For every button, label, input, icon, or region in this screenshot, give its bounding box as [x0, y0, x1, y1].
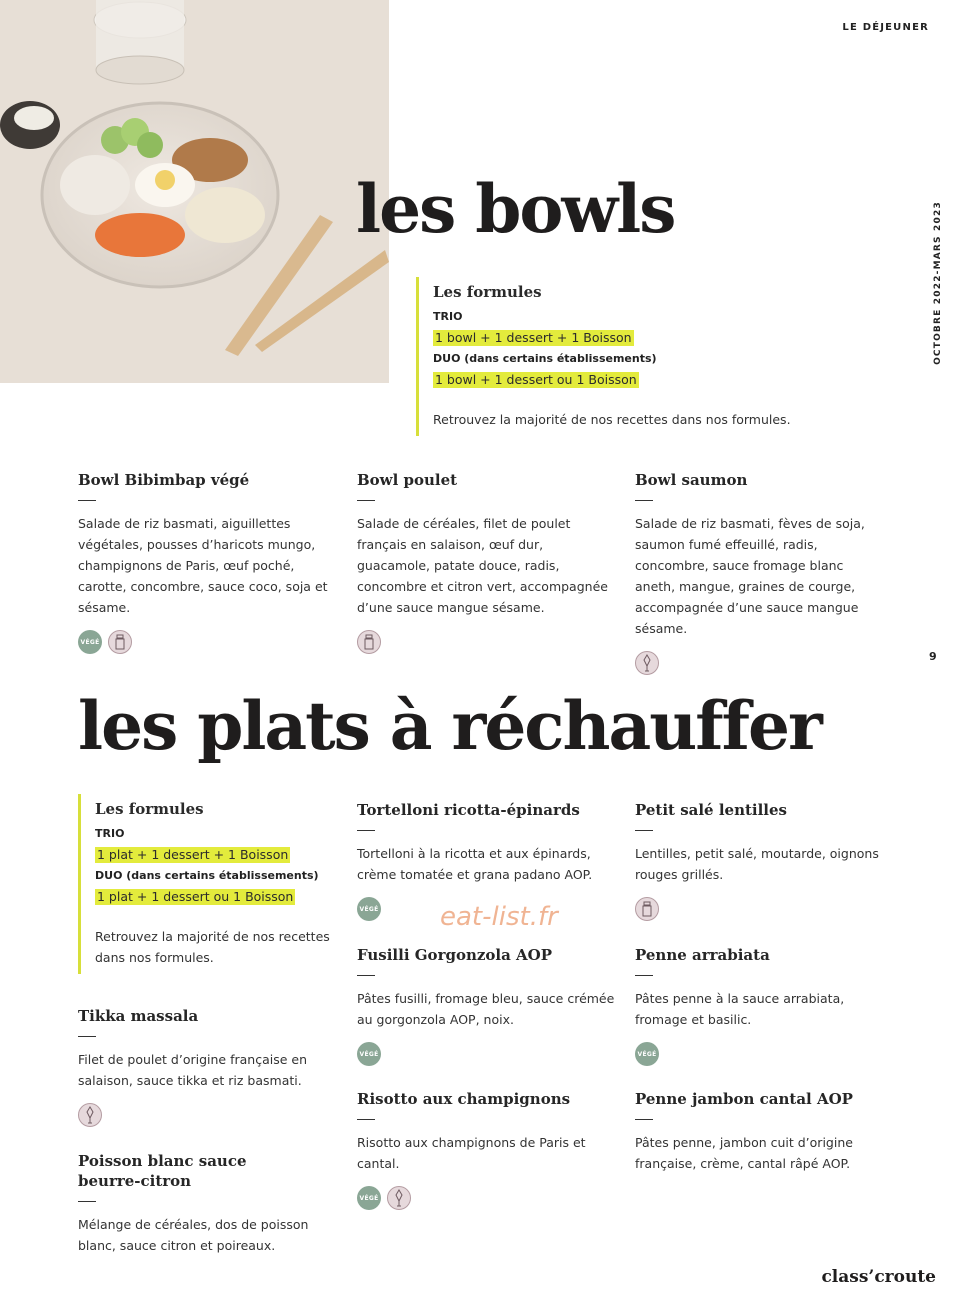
duo-label: DUO (dans certains établissements): [95, 869, 319, 882]
item-name: Bowl saumon: [635, 471, 748, 489]
duo-label: DUO (dans certains établissements): [433, 352, 657, 365]
item-name: Penne jambon cantal AOP: [635, 1090, 853, 1108]
formules-heading: Les formules: [95, 800, 204, 818]
item-name: Poisson blanc sauce beurre-citron: [78, 1152, 247, 1190]
trio-value: 1 plat + 1 dessert + 1 Boisson: [97, 847, 289, 862]
divider: [635, 500, 653, 501]
item-description: Salade de riz basmati, aiguillettes végétales, pousses d’haricots mungo, champignons de Paris, œuf poché, carotte, concombre, sauce coco, soja et sésame.: [78, 516, 328, 615]
pork-icon: [635, 897, 659, 921]
section-label: LE DÉJEUNER: [842, 22, 929, 33]
item-description: Salade de riz basmati, fèves de soja, saumon fumé effeuillé, radis, concombre, sauce fromage blanc aneth, mangue, graines de courge, accompagnée d’une sauce mangue sésame.: [635, 516, 865, 636]
fish-icon: [635, 651, 659, 675]
divider: [357, 1119, 375, 1120]
item-description: Pâtes fusilli, fromage bleu, sauce crémée au gorgonzola AOP, noix.: [357, 991, 615, 1027]
vege-icon: VÉGÉ: [78, 630, 102, 654]
menu-item: [635, 1089, 895, 1174]
vege-icon: VÉGÉ: [357, 1042, 381, 1066]
vege-icon: VÉGÉ: [357, 1186, 381, 1210]
item-name: Tikka massala: [78, 1007, 199, 1025]
brand-logo: class’croute: [821, 1267, 936, 1287]
item-description: Risotto aux champignons de Paris et cantal.: [357, 1135, 586, 1171]
fish-icon: [78, 1103, 102, 1127]
plats-title: les plats à réchauffer: [78, 687, 821, 765]
divider: [78, 500, 96, 501]
item-description: Pâtes penne à la sauce arrabiata, fromage et basilic.: [635, 991, 845, 1027]
formules-note: Retrouvez la majorité de nos recettes dans nos formules.: [433, 412, 791, 427]
item-name: Penne arrabiata: [635, 946, 770, 964]
watermark: eat-list.fr: [440, 902, 558, 932]
vege-icon: VÉGÉ: [635, 1042, 659, 1066]
pork-icon: [108, 630, 132, 654]
divider: [357, 500, 375, 501]
item-description: Mélange de céréales, dos de poisson blanc, sauce citron et poireaux.: [78, 1217, 309, 1253]
formules-note: Retrouvez la majorité de nos recettes dans nos formules.: [95, 929, 330, 965]
plats-formules: [78, 794, 338, 974]
duo-value: 1 plat + 1 dessert ou 1 Boisson: [97, 889, 294, 904]
item-name: Bowl poulet: [357, 471, 458, 489]
menu-item: [357, 945, 619, 1066]
divider: [635, 1119, 653, 1120]
vege-icon: VÉGÉ: [357, 897, 381, 921]
item-name: Fusilli Gorgonzola AOP: [357, 946, 553, 964]
divider: [357, 975, 375, 976]
item-description: Tortelloni à la ricotta et aux épinards, crème tomatée et grana padano AOP.: [357, 846, 593, 882]
item-name: Tortelloni ricotta-épinards: [357, 801, 580, 819]
divider: [357, 830, 375, 831]
menu-item: [78, 470, 340, 654]
bowl-photo: [0, 0, 389, 383]
menu-item: [635, 470, 885, 675]
bowls-title: les bowls: [356, 170, 675, 248]
trio-value: 1 bowl + 1 dessert + 1 Boisson: [435, 330, 632, 345]
menu-item: [635, 945, 885, 1066]
menu-item: [635, 800, 885, 921]
divider: [78, 1036, 96, 1037]
divider: [635, 975, 653, 976]
formules-heading: Les formules: [433, 283, 542, 301]
item-description: Lentilles, petit salé, moutarde, oignons rouges grillés.: [635, 846, 879, 882]
duo-value: 1 bowl + 1 dessert ou 1 Boisson: [435, 372, 637, 387]
trio-label: TRIO: [433, 310, 463, 323]
menu-item: [357, 470, 619, 654]
item-name: Bowl Bibimbap végé: [78, 471, 250, 489]
item-name: Petit salé lentilles: [635, 801, 787, 819]
menu-item: [78, 1151, 309, 1256]
fish-icon: [387, 1186, 411, 1210]
divider: [78, 1201, 96, 1202]
page-number: 9: [929, 650, 937, 663]
menu-item: [78, 1006, 328, 1127]
period-label: OCTOBRE 2022-MARS 2023: [933, 200, 943, 365]
pork-icon: [357, 630, 381, 654]
trio-label: TRIO: [95, 827, 125, 840]
bowls-formules: [416, 277, 816, 436]
menu-item: [357, 1089, 619, 1210]
item-description: Pâtes penne, jambon cuit d’origine française, crème, cantal râpé AOP.: [635, 1135, 853, 1171]
divider: [635, 830, 653, 831]
item-description: Salade de céréales, filet de poulet français en salaison, œuf dur, guacamole, patate douce, radis, concombre et citron vert, accompagnée d’une sauce mangue sésame.: [357, 516, 608, 615]
item-description: Filet de poulet d’origine française en salaison, sauce tikka et riz basmati.: [78, 1052, 308, 1088]
item-name: Risotto aux champignons: [357, 1090, 571, 1108]
